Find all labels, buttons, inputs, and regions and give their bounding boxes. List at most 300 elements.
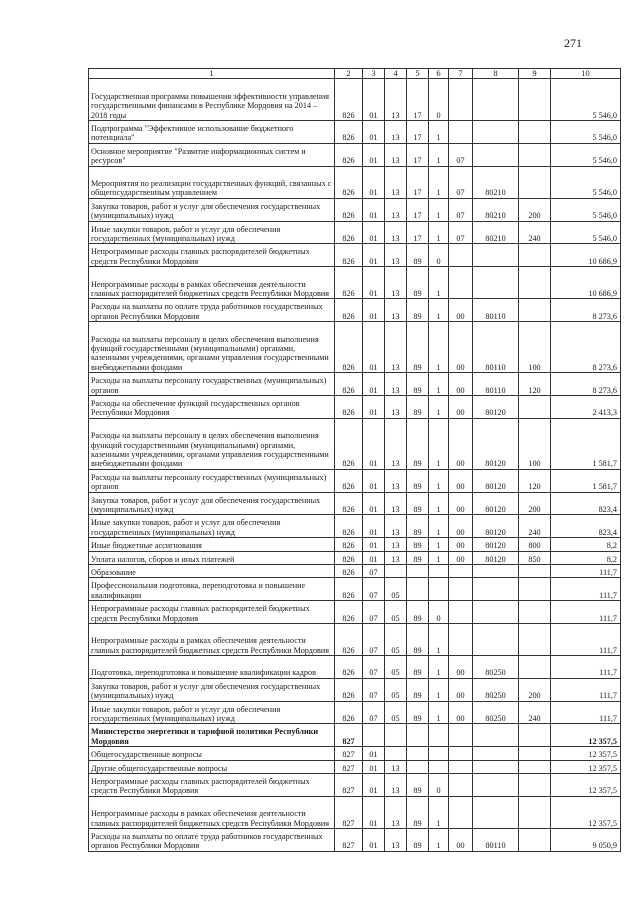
code-cell <box>519 656 551 679</box>
column-header: 5 <box>407 69 429 79</box>
code-cell <box>473 267 519 299</box>
amount-cell: 12 357,5 <box>551 724 621 747</box>
code-cell <box>449 121 473 144</box>
code-cell: 0 <box>429 601 449 624</box>
code-cell: 89 <box>407 623 429 655</box>
code-cell <box>473 244 519 267</box>
row-name-cell: Непрограммные расходы в рамках обеспечения деятельности главных распорядителей бюджетных средств Республики Мордовия <box>89 796 335 828</box>
code-cell: 01 <box>363 469 385 492</box>
code-cell: 89 <box>407 829 429 852</box>
code-cell <box>519 79 551 121</box>
code-cell <box>407 724 429 747</box>
budget-table <box>88 68 621 852</box>
row-name-cell: Другие общегосударственные вопросы <box>89 760 335 773</box>
code-cell <box>363 724 385 747</box>
code-cell: 13 <box>385 774 407 797</box>
row-name-cell: Закупка товаров, работ и услуг для обеспечения государственных (муниципальных) нужд <box>89 198 335 221</box>
code-cell <box>429 724 449 747</box>
code-cell: 1 <box>429 299 449 322</box>
code-cell: 13 <box>385 322 407 373</box>
code-cell: 89 <box>407 267 429 299</box>
code-cell: 00 <box>449 492 473 515</box>
code-cell <box>407 747 429 760</box>
code-cell: 01 <box>363 244 385 267</box>
column-header: 2 <box>335 69 363 79</box>
code-cell <box>519 601 551 624</box>
code-cell: 826 <box>335 244 363 267</box>
amount-cell: 5 546,0 <box>551 121 621 144</box>
table-row <box>89 829 621 852</box>
table-row <box>89 198 621 221</box>
code-cell: 80210 <box>473 198 519 221</box>
row-name-cell: Непрограммные расходы в рамках обеспечения деятельности главных распорядителей бюджетных средств Республики Мордовия <box>89 267 335 299</box>
code-cell: 07 <box>363 678 385 701</box>
page-number: 271 <box>564 36 582 50</box>
code-cell: 13 <box>385 221 407 244</box>
code-cell: 00 <box>449 515 473 538</box>
code-cell <box>473 564 519 577</box>
code-cell: 01 <box>363 299 385 322</box>
code-cell: 00 <box>449 656 473 679</box>
code-cell: 1 <box>429 515 449 538</box>
code-cell: 827 <box>335 796 363 828</box>
amount-cell: 1 581,7 <box>551 469 621 492</box>
code-cell: 80250 <box>473 656 519 679</box>
code-cell: 826 <box>335 395 363 418</box>
table-row <box>89 678 621 701</box>
code-cell: 80210 <box>473 166 519 198</box>
row-name-cell: Непрограммные расходы главных распорядителей бюджетных средств Республики Мордовия <box>89 601 335 624</box>
code-cell: 13 <box>385 299 407 322</box>
code-cell: 827 <box>335 724 363 747</box>
table-row <box>89 623 621 655</box>
code-cell: 89 <box>407 551 429 564</box>
code-cell: 827 <box>335 774 363 797</box>
code-cell <box>449 267 473 299</box>
table-row <box>89 322 621 373</box>
row-name-cell: Мероприятия по реализации государственных функций, связанных с общегосударственным управлением <box>89 166 335 198</box>
code-cell: 200 <box>519 678 551 701</box>
code-cell: 13 <box>385 395 407 418</box>
code-cell: 100 <box>519 322 551 373</box>
code-cell <box>473 774 519 797</box>
code-cell: 89 <box>407 656 429 679</box>
amount-cell: 1 581,7 <box>551 418 621 469</box>
code-cell <box>519 623 551 655</box>
code-cell: 1 <box>429 656 449 679</box>
code-cell: 826 <box>335 166 363 198</box>
code-cell: 80120 <box>473 551 519 564</box>
code-cell <box>473 747 519 760</box>
code-cell: 01 <box>363 166 385 198</box>
code-cell: 13 <box>385 267 407 299</box>
code-cell: 826 <box>335 143 363 166</box>
code-cell: 1 <box>429 267 449 299</box>
code-cell: 01 <box>363 538 385 551</box>
code-cell <box>473 79 519 121</box>
code-cell: 80120 <box>473 469 519 492</box>
code-cell: 89 <box>407 774 429 797</box>
row-name-cell: Министерство энергетики и тарифной политики Республики Мордовия <box>89 724 335 747</box>
code-cell: 1 <box>429 198 449 221</box>
code-cell: 13 <box>385 143 407 166</box>
row-name-cell: Расходы на выплаты по оплате труда работников государственных органов Республики Мордовия <box>89 299 335 322</box>
code-cell <box>429 564 449 577</box>
code-cell: 1 <box>429 166 449 198</box>
row-name-cell: Иные закупки товаров, работ и услуг для обеспечения государственных (муниципальных) нужд <box>89 221 335 244</box>
code-cell <box>429 760 449 773</box>
table-row <box>89 701 621 724</box>
code-cell: 240 <box>519 221 551 244</box>
code-cell: 1 <box>429 395 449 418</box>
code-cell: 200 <box>519 198 551 221</box>
amount-cell: 5 546,0 <box>551 198 621 221</box>
code-cell <box>473 601 519 624</box>
amount-cell: 111,7 <box>551 601 621 624</box>
code-cell <box>519 796 551 828</box>
code-cell: 1 <box>429 538 449 551</box>
code-cell <box>473 578 519 601</box>
amount-cell: 10 686,9 <box>551 244 621 267</box>
amount-cell: 12 357,5 <box>551 747 621 760</box>
code-cell: 13 <box>385 551 407 564</box>
code-cell: 13 <box>385 79 407 121</box>
code-cell: 850 <box>519 551 551 564</box>
code-cell: 80110 <box>473 299 519 322</box>
code-cell: 17 <box>407 121 429 144</box>
amount-cell: 12 357,5 <box>551 774 621 797</box>
column-header: 6 <box>429 69 449 79</box>
code-cell: 17 <box>407 143 429 166</box>
row-name-cell: Непрограммные расходы главных распорядителей бюджетных средств Республики Мордовия <box>89 774 335 797</box>
code-cell: 89 <box>407 601 429 624</box>
code-cell: 1 <box>429 143 449 166</box>
code-cell: 13 <box>385 515 407 538</box>
code-cell <box>519 267 551 299</box>
amount-cell: 823,4 <box>551 492 621 515</box>
table-row <box>89 551 621 564</box>
code-cell <box>519 829 551 852</box>
code-cell: 120 <box>519 469 551 492</box>
row-name-cell: Закупка товаров, работ и услуг для обеспечения государственных (муниципальных) нужд <box>89 492 335 515</box>
code-cell: 00 <box>449 469 473 492</box>
amount-cell: 12 357,5 <box>551 796 621 828</box>
code-cell <box>519 747 551 760</box>
row-name-cell: Иные закупки товаров, работ и услуг для обеспечения государственных (муниципальных) нужд <box>89 701 335 724</box>
code-cell: 240 <box>519 701 551 724</box>
code-cell <box>473 724 519 747</box>
code-cell: 13 <box>385 492 407 515</box>
table-row <box>89 774 621 797</box>
row-name-cell: Общегосударственные вопросы <box>89 747 335 760</box>
code-cell: 00 <box>449 538 473 551</box>
code-cell: 01 <box>363 774 385 797</box>
table-row <box>89 395 621 418</box>
code-cell: 89 <box>407 373 429 396</box>
row-name-cell: Подпрограмма "Эффективное использование бюджетного потенциала" <box>89 121 335 144</box>
code-cell: 01 <box>363 760 385 773</box>
code-cell: 07 <box>363 578 385 601</box>
code-cell: 80110 <box>473 373 519 396</box>
code-cell: 80120 <box>473 515 519 538</box>
code-cell <box>519 578 551 601</box>
code-cell: 17 <box>407 198 429 221</box>
code-cell <box>449 244 473 267</box>
code-cell: 13 <box>385 538 407 551</box>
code-cell <box>519 760 551 773</box>
code-cell: 01 <box>363 796 385 828</box>
code-cell: 80110 <box>473 829 519 852</box>
table-row <box>89 578 621 601</box>
table-row <box>89 143 621 166</box>
code-cell: 826 <box>335 492 363 515</box>
code-cell: 01 <box>363 322 385 373</box>
code-cell: 826 <box>335 551 363 564</box>
table-row <box>89 166 621 198</box>
code-cell: 826 <box>335 469 363 492</box>
code-cell: 07 <box>449 166 473 198</box>
code-cell: 1 <box>429 623 449 655</box>
code-cell: 826 <box>335 121 363 144</box>
code-cell: 01 <box>363 395 385 418</box>
code-cell: 01 <box>363 551 385 564</box>
code-cell: 13 <box>385 198 407 221</box>
code-cell: 13 <box>385 166 407 198</box>
amount-cell: 111,7 <box>551 564 621 577</box>
row-name-cell: Непрограммные расходы главных распорядителей бюджетных средств Республики Мордовия <box>89 244 335 267</box>
code-cell <box>385 564 407 577</box>
code-cell: 89 <box>407 469 429 492</box>
code-cell: 826 <box>335 79 363 121</box>
column-header: 7 <box>449 69 473 79</box>
code-cell: 05 <box>385 678 407 701</box>
code-cell: 1 <box>429 796 449 828</box>
code-cell <box>407 578 429 601</box>
amount-cell: 5 546,0 <box>551 79 621 121</box>
code-cell: 05 <box>385 623 407 655</box>
code-cell: 07 <box>363 623 385 655</box>
code-cell: 89 <box>407 418 429 469</box>
amount-cell: 9 050,9 <box>551 829 621 852</box>
code-cell <box>449 760 473 773</box>
code-cell: 05 <box>385 601 407 624</box>
table-row <box>89 538 621 551</box>
code-cell: 827 <box>335 747 363 760</box>
code-cell: 13 <box>385 760 407 773</box>
code-cell: 80120 <box>473 538 519 551</box>
code-cell <box>473 121 519 144</box>
code-cell: 89 <box>407 322 429 373</box>
column-header: 4 <box>385 69 407 79</box>
code-cell: 13 <box>385 829 407 852</box>
table-row <box>89 796 621 828</box>
code-cell: 826 <box>335 678 363 701</box>
code-cell: 01 <box>363 492 385 515</box>
code-cell <box>519 143 551 166</box>
code-cell: 89 <box>407 796 429 828</box>
code-cell <box>519 166 551 198</box>
code-cell: 1 <box>429 322 449 373</box>
code-cell <box>519 244 551 267</box>
code-cell: 1 <box>429 373 449 396</box>
row-name-cell: Иные закупки товаров, работ и услуг для обеспечения государственных (муниципальных) нужд <box>89 515 335 538</box>
code-cell: 826 <box>335 656 363 679</box>
code-cell: 05 <box>385 701 407 724</box>
column-header: 9 <box>519 69 551 79</box>
code-cell: 0 <box>429 774 449 797</box>
code-cell: 826 <box>335 322 363 373</box>
code-cell: 826 <box>335 564 363 577</box>
row-name-cell: Иные бюджетные ассигнования <box>89 538 335 551</box>
code-cell: 00 <box>449 678 473 701</box>
table-row <box>89 760 621 773</box>
amount-cell: 111,7 <box>551 578 621 601</box>
code-cell <box>449 578 473 601</box>
code-cell <box>449 774 473 797</box>
code-cell <box>449 724 473 747</box>
code-cell: 240 <box>519 515 551 538</box>
code-cell: 00 <box>449 551 473 564</box>
code-cell <box>473 143 519 166</box>
code-cell <box>519 564 551 577</box>
code-cell: 826 <box>335 515 363 538</box>
row-name-cell: Образование <box>89 564 335 577</box>
column-header: 10 <box>551 69 621 79</box>
code-cell: 80110 <box>473 322 519 373</box>
code-cell: 01 <box>363 373 385 396</box>
code-cell <box>519 299 551 322</box>
code-cell <box>449 79 473 121</box>
code-cell: 89 <box>407 395 429 418</box>
code-cell: 826 <box>335 299 363 322</box>
code-cell: 800 <box>519 538 551 551</box>
code-cell: 80210 <box>473 221 519 244</box>
code-cell <box>473 623 519 655</box>
code-cell: 07 <box>449 221 473 244</box>
code-cell: 13 <box>385 418 407 469</box>
code-cell <box>519 724 551 747</box>
code-cell <box>519 121 551 144</box>
code-cell: 01 <box>363 418 385 469</box>
code-cell: 826 <box>335 623 363 655</box>
code-cell: 0 <box>429 244 449 267</box>
amount-cell: 111,7 <box>551 656 621 679</box>
amount-cell: 111,7 <box>551 701 621 724</box>
code-cell: 01 <box>363 221 385 244</box>
code-cell <box>407 760 429 773</box>
amount-cell: 8 273,6 <box>551 299 621 322</box>
code-cell: 80120 <box>473 395 519 418</box>
code-cell: 89 <box>407 492 429 515</box>
row-name-cell: Расходы на выплаты персоналу государственных (муниципальных) органов <box>89 469 335 492</box>
code-cell: 07 <box>449 143 473 166</box>
code-cell: 13 <box>385 796 407 828</box>
code-cell: 07 <box>363 701 385 724</box>
code-cell: 826 <box>335 221 363 244</box>
code-cell: 80120 <box>473 492 519 515</box>
column-header: 8 <box>473 69 519 79</box>
code-cell: 05 <box>385 656 407 679</box>
code-cell: 00 <box>449 418 473 469</box>
row-name-cell: Расходы на обеспечение функций государственных органов Республики Мордовия <box>89 395 335 418</box>
amount-cell: 111,7 <box>551 678 621 701</box>
code-cell: 00 <box>449 373 473 396</box>
code-cell: 89 <box>407 515 429 538</box>
code-cell: 1 <box>429 829 449 852</box>
code-cell: 01 <box>363 747 385 760</box>
table-row <box>89 267 621 299</box>
amount-cell: 823,4 <box>551 515 621 538</box>
code-cell: 1 <box>429 418 449 469</box>
code-cell: 00 <box>449 322 473 373</box>
table-row <box>89 418 621 469</box>
table-row <box>89 373 621 396</box>
code-cell: 826 <box>335 418 363 469</box>
code-cell: 01 <box>363 829 385 852</box>
table-row <box>89 299 621 322</box>
table-row <box>89 656 621 679</box>
row-name-cell: Закупка товаров, работ и услуг для обеспечения государственных (муниципальных) нужд <box>89 678 335 701</box>
amount-cell: 8 273,6 <box>551 373 621 396</box>
column-header: 1 <box>89 69 335 79</box>
code-cell: 89 <box>407 299 429 322</box>
code-cell: 07 <box>363 601 385 624</box>
code-cell: 89 <box>407 678 429 701</box>
code-cell <box>407 564 429 577</box>
code-cell <box>449 796 473 828</box>
row-name-cell: Профессиональная подготовка, переподготовка и повышение квалификации <box>89 578 335 601</box>
amount-cell: 5 546,0 <box>551 143 621 166</box>
code-cell: 00 <box>449 299 473 322</box>
amount-cell: 2 413,3 <box>551 395 621 418</box>
code-cell: 89 <box>407 538 429 551</box>
code-cell <box>519 395 551 418</box>
amount-cell: 12 357,5 <box>551 760 621 773</box>
table-row <box>89 121 621 144</box>
code-cell <box>473 796 519 828</box>
code-cell: 01 <box>363 267 385 299</box>
code-cell <box>385 747 407 760</box>
code-cell <box>519 774 551 797</box>
code-cell: 07 <box>363 656 385 679</box>
table-row <box>89 515 621 538</box>
amount-cell: 8,2 <box>551 551 621 564</box>
code-cell <box>449 564 473 577</box>
table-row <box>89 601 621 624</box>
code-cell: 01 <box>363 515 385 538</box>
code-cell: 200 <box>519 492 551 515</box>
table-header-row <box>89 69 621 79</box>
code-cell: 00 <box>449 829 473 852</box>
code-cell: 01 <box>363 79 385 121</box>
code-cell: 1 <box>429 469 449 492</box>
code-cell: 07 <box>363 564 385 577</box>
code-cell: 1 <box>429 678 449 701</box>
code-cell: 01 <box>363 121 385 144</box>
amount-cell: 10 686,9 <box>551 267 621 299</box>
code-cell: 80250 <box>473 678 519 701</box>
code-cell: 826 <box>335 373 363 396</box>
code-cell: 1 <box>429 492 449 515</box>
code-cell: 89 <box>407 244 429 267</box>
code-cell: 17 <box>407 221 429 244</box>
code-cell <box>449 623 473 655</box>
code-cell: 07 <box>449 198 473 221</box>
code-cell: 17 <box>407 166 429 198</box>
row-name-cell: Расходы на выплаты по оплате труда работников государственных органов Республики Мордовия <box>89 829 335 852</box>
table-row <box>89 564 621 577</box>
code-cell: 826 <box>335 578 363 601</box>
